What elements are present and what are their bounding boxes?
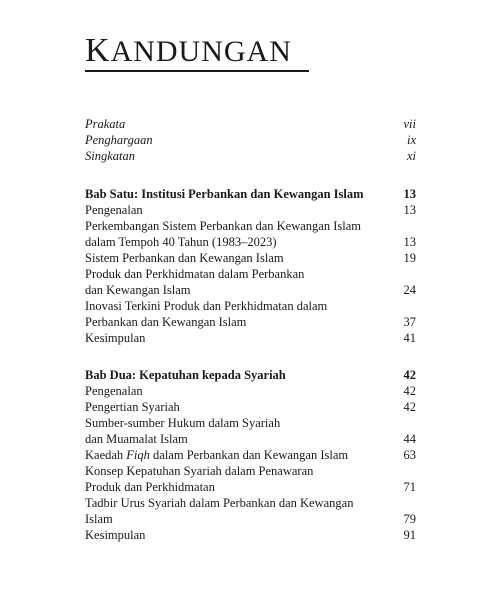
toc-entry-page: xi [406,149,416,163]
toc-entry[interactable] [85,447,416,463]
toc-entry-page: 79 [403,512,416,526]
toc-entry-page: 19 [403,251,416,265]
toc-entry-page: 44 [403,432,416,446]
chapter-heading-page: 42 [403,368,416,382]
chapter-heading-page: 13 [403,187,416,201]
toc-entry-page: 71 [403,480,416,494]
section-spacer [85,164,416,186]
toc-entry-page: 37 [403,315,416,329]
toc-entry[interactable] [85,431,416,447]
toc-entry-label: Perkembangan Sistem Perbankan dan Kewangan Islam [85,219,361,233]
toc-entry[interactable] [85,314,416,330]
toc-entry-penghargaan[interactable] [85,132,416,148]
title-initial: K [85,32,111,69]
toc-entry-page: 42 [403,400,416,414]
toc-entry-page: 63 [403,448,416,462]
toc-entry[interactable] [85,511,416,527]
toc-entry-page: 41 [403,331,416,345]
toc-chapter-heading-1[interactable] [85,186,416,202]
toc-entry[interactable] [85,330,416,346]
toc-entry-label: Prakata [85,117,126,131]
toc-entry[interactable] [85,218,416,234]
toc-entry-label: Kesimpulan [85,528,146,542]
toc-entry-label: Tadbir Urus Syariah dalam Perbankan dan Kewangan [85,496,354,510]
toc-entry-label: Sumber-sumber Hukum dalam Syariah [85,416,281,430]
toc-entry-label: Produk dan Perkhidmatan dalam Perbankan [85,267,305,281]
toc-entry-label: Sistem Perbankan dan Kewangan Islam [85,251,284,265]
toc-entry-page: 13 [403,235,416,249]
toc-entry-label: dan Kewangan Islam [85,283,191,297]
toc-entry-label: Inovasi Terkini Produk dan Perkhidmatan dalam [85,299,328,313]
section-spacer [85,346,416,367]
toc-entry-page: 24 [403,283,416,297]
toc-entry[interactable] [85,399,416,415]
toc-entry-page: 42 [403,384,416,398]
toc-entry-label: Pengertian Syariah [85,400,180,414]
title-underline [85,70,309,72]
toc-entry-label: Pengenalan [85,384,143,398]
toc-entry-label: Konsep Kepatuhan Syariah dalam Penawaran [85,464,314,478]
title-rest: ANDUNGAN [110,35,292,68]
toc-entry[interactable] [85,266,416,282]
toc-entry-label: dan Muamalat Islam [85,432,188,446]
toc-entry-label: Kesimpulan [85,331,146,345]
toc-entry[interactable] [85,463,416,479]
toc-entry-page: ix [406,133,416,147]
toc-entry[interactable] [85,234,416,250]
toc-entry-label: Penghargaan [85,133,153,147]
toc-entry-label: Produk dan Perkhidmatan [85,480,215,494]
toc-entry[interactable] [85,383,416,399]
toc-entry-singkatan[interactable] [85,148,416,164]
toc-entry[interactable] [85,415,416,431]
toc-entry-label: Perbankan dan Kewangan Islam [85,315,247,329]
toc-entry-label: Islam [85,512,113,526]
toc-entry-prakata[interactable] [85,116,416,132]
toc-entry[interactable] [85,495,416,511]
toc-entry[interactable] [85,250,416,266]
toc-entry-page: vii [403,117,416,131]
toc-chapter-heading-2[interactable] [85,367,416,383]
toc-entry-label-post: dalam Perbankan dan Kewangan Islam [149,448,349,462]
toc-entry[interactable] [85,527,416,543]
toc-entry-label: Singkatan [85,149,135,163]
toc-entry[interactable] [85,479,416,495]
toc-entry-label-emphasis: Fiqh [126,448,150,462]
toc-entry[interactable] [85,282,416,298]
chapter-heading-label: Bab Satu: Institusi Perbankan dan Kewangan Islam [85,187,364,201]
page-title [85,34,292,69]
toc-entry[interactable] [85,298,416,314]
toc-entry-label: dalam Tempoh 40 Tahun (1983–2023) [85,235,277,249]
toc-entry-label-pre: Kaedah [85,448,127,462]
toc-entry-label [85,447,398,463]
toc-entry[interactable] [85,202,416,218]
chapter-heading-label: Bab Dua: Kepatuhan kepada Syariah [85,368,286,382]
table-of-contents [85,116,416,543]
toc-entry-page: 91 [403,528,416,542]
toc-entry-page: 13 [403,203,416,217]
toc-entry-label: Pengenalan [85,203,143,217]
